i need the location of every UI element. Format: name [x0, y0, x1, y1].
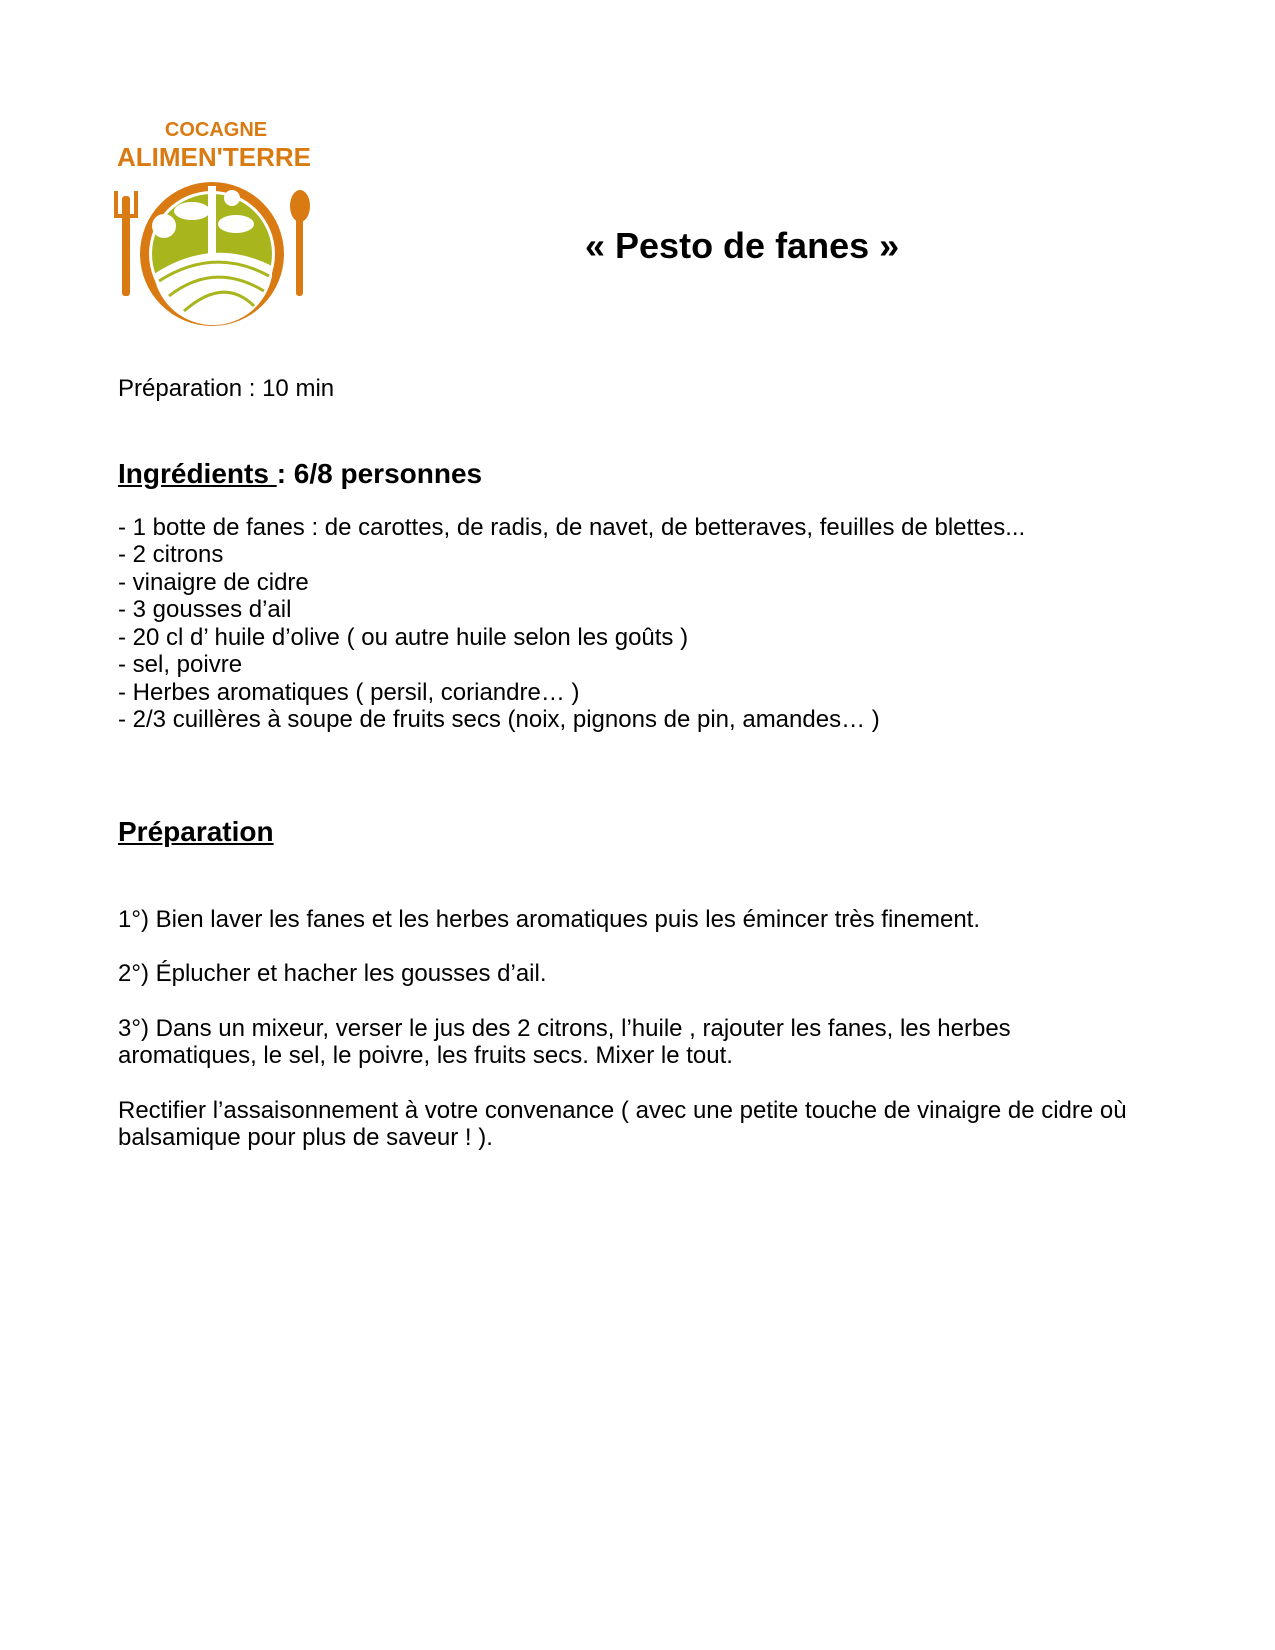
- recipe-body: [118, 375, 1198, 1152]
- ingredient-list: [118, 514, 1198, 734]
- ingredient-item: - vinaigre de cidre: [118, 568, 309, 596]
- ingredient-item: - Herbes aromatiques ( persil, coriandre… ): [118, 678, 580, 706]
- recipe-title: « Pesto de fanes »: [585, 225, 900, 266]
- ingredient-item: - 2/3 cuillères à soupe de fruits secs (noix, pignons de pin, amandes… ): [118, 706, 880, 733]
- ingredient-item: - sel, poivre: [118, 651, 243, 678]
- ingredient-item: - 2 citrons: [118, 541, 224, 568]
- preparation-step: 2°) Éplucher et hacher les gousses d’ail.: [118, 960, 547, 987]
- preparation-note: Rectifier l’assaisonnement à votre convenance ( avec une petite touche de vinaigre de cidre où balsamique pour plus de saveur ! ).: [118, 1096, 1127, 1151]
- preparation-heading: Préparation: [118, 815, 274, 847]
- plate-cutlery-icon: [114, 116, 324, 346]
- prep-time: Préparation : 10 min: [118, 375, 335, 402]
- ingredient-item: - 1 botte de fanes : de carottes, de radis, de navet, de betteraves, feuilles de blettes...: [118, 513, 1026, 541]
- ingredient-item: - 3 gousses d’ail: [118, 596, 292, 623]
- ingredients-heading-label: Ingrédients: [118, 457, 277, 489]
- ingredient-item: - 20 cl d’ huile d’olive ( ou autre huile selon les goûts ): [118, 623, 689, 651]
- servings: : 6/8 personnes: [276, 457, 483, 489]
- logo-text-cocagne: COCAGNE: [164, 119, 268, 141]
- ingredients-heading: [118, 458, 1198, 490]
- cocagne-logo: [114, 116, 324, 346]
- preparation-step: 1°) Bien laver les fanes et les herbes aromatiques puis les émincer très finement.: [118, 905, 981, 933]
- preparation-step: 3°) Dans un mixeur, verser le jus des 2 citrons, l’huile , rajouter les fanes, les herbes aromatiques, le sel, le poivre, les fruits secs. Mixer le tout.: [118, 1014, 1011, 1069]
- logo-text-alimenterre: ALIMEN'TERRE: [117, 142, 311, 172]
